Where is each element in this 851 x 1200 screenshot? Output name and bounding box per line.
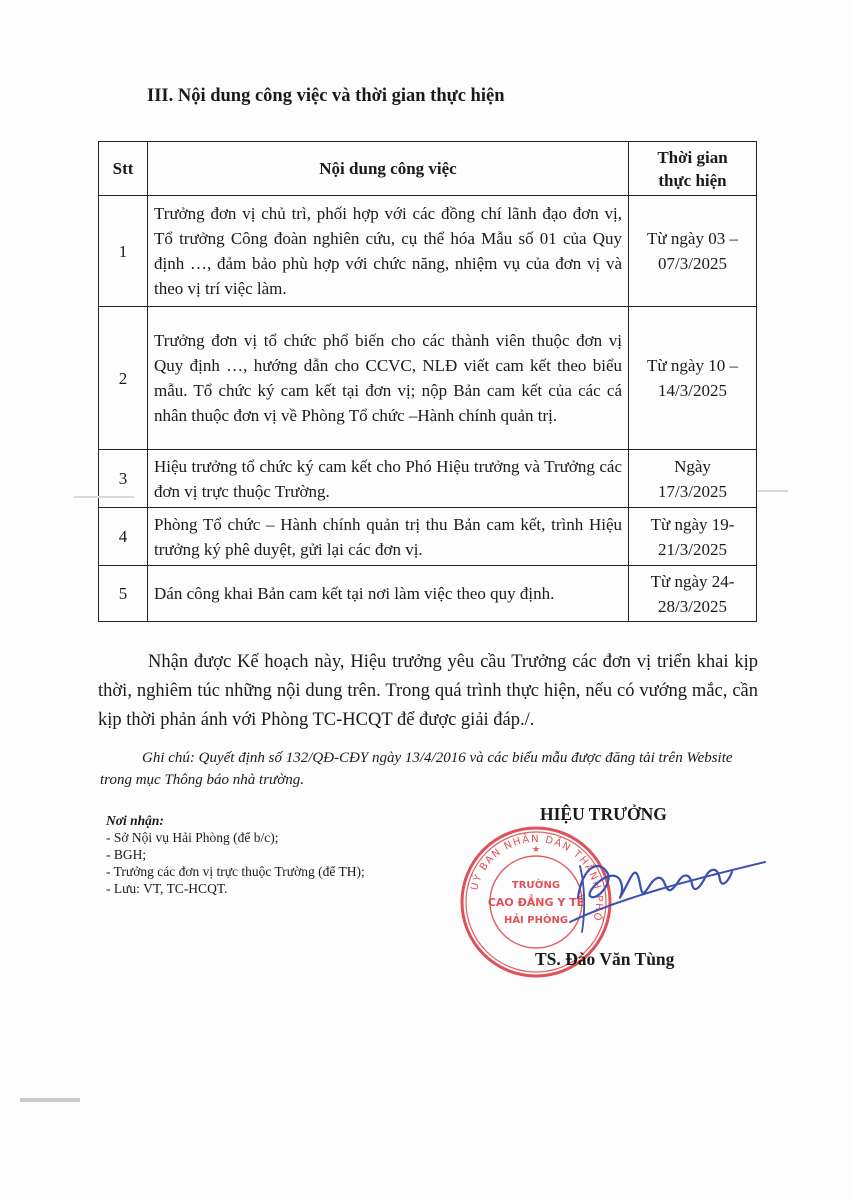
row-time <box>629 450 757 508</box>
table-header-row <box>99 142 757 196</box>
header-time <box>629 142 757 196</box>
signer-name: TS. Đào Văn Tùng <box>535 949 675 969</box>
recipient-item: - Sở Nội vụ Hải Phòng (để b/c); <box>106 830 279 845</box>
row-time-line2: 14/3/2025 <box>658 381 727 400</box>
table-row <box>99 566 757 622</box>
closing-paragraph: Nhận được Kế hoạch này, Hiệu trưởng yêu cầu Trưởng các đơn vị triển khai kịp thời, nghiêm túc những nội dung trên. Trong quá trình thực hiện, nếu có vướng mắc, cần kịp thời phản ánh với Phòng TC-HCQT để được giải đáp./. <box>98 652 758 730</box>
row-content: Hiệu trưởng tổ chức ký cam kết cho Phó Hiệu trưởng và Trưởng các đơn vị trực thuộc Trường. <box>148 450 629 508</box>
row-content: Dán công khai Bản cam kết tại nơi làm việc theo quy định. <box>148 566 629 622</box>
recipient-item: - BGH; <box>106 847 147 862</box>
row-time-line2: 07/3/2025 <box>658 254 727 273</box>
row-time <box>629 307 757 450</box>
row-stt: 2 <box>99 307 148 450</box>
row-time-line1: Từ ngày 19- <box>650 514 735 534</box>
row-time-line2: 28/3/2025 <box>658 596 727 616</box>
signature-title: HIỆU TRƯỞNG <box>540 804 667 824</box>
row-stt: 3 <box>99 450 148 508</box>
row-time-line1: Ngày <box>674 456 711 476</box>
row-stt: 1 <box>99 196 148 307</box>
row-time-line1: Từ ngày 24- <box>650 571 735 591</box>
recipient-item: - Lưu: VT, TC-HCQT. <box>106 881 228 896</box>
stamp-line2: CAO ĐẲNG Y TẾ <box>487 896 585 909</box>
row-time-line2: 17/3/2025 <box>658 481 727 501</box>
row-content: Trưởng đơn vị tổ chức phổ biến cho các thành viên thuộc đơn vị Quy định …, hướng dẫn cho CCVC, NLĐ viết cam kết theo biểu mẫu. Tổ chức ký cam kết tại đơn vị; nộp Bản cam kết của các cá nhân thuộc đơn vị về Phòng Tổ chức –Hành chính quản trị. <box>148 307 629 450</box>
row-time <box>629 196 757 307</box>
table-row <box>99 450 757 508</box>
row-time <box>629 508 757 566</box>
row-stt: 5 <box>99 566 148 622</box>
stamp-line1: TRƯỜNG <box>511 880 561 891</box>
row-time-line2: 21/3/2025 <box>658 539 727 559</box>
tasks-table <box>98 141 757 622</box>
header-time-line2: thực hiện <box>658 170 727 190</box>
recipient-item: - Trưởng các đơn vị trực thuộc Trường (để TH); <box>106 864 365 879</box>
scan-artifact <box>758 490 788 492</box>
scan-artifact <box>74 496 134 498</box>
table-row <box>99 508 757 566</box>
header-stt: Stt <box>99 142 148 196</box>
row-time-line1: Từ ngày 03 – <box>647 229 738 248</box>
stamp-line3: HẢI PHÒNG <box>503 915 569 926</box>
header-time-line1: Thời gian <box>657 147 728 167</box>
table-row <box>99 196 757 307</box>
table-row <box>99 307 757 450</box>
row-stt: 4 <box>99 508 148 566</box>
note: Ghi chú: Quyết định số 132/QĐ-CĐY ngày 13/4/2016 và các biểu mẫu được đăng tải trên Website trong mục Thông báo nhà trường. <box>100 750 733 788</box>
row-content: Trưởng đơn vị chủ trì, phối hợp với các đồng chí lãnh đạo đơn vị, Tổ trưởng Công đoàn nghiên cứu, cụ thể hóa Mẫu số 01 của Quy định …, đảm bảo phù hợp với chức năng, nhiệm vụ của đơn vị và theo vị trí việc làm. <box>148 196 629 307</box>
stamp-outer-text: UỶ BAN NHÂN DÂN THÀNH PHỐ <box>469 833 605 923</box>
row-time <box>629 566 757 622</box>
svg-text:★: ★ <box>531 844 541 854</box>
row-content: Phòng Tổ chức – Hành chính quản trị thu Bản cam kết, trình Hiệu trưởng ký phê duyệt, gửi lại các đơn vị. <box>148 508 629 566</box>
row-time-line1: Từ ngày 10 – <box>647 356 738 375</box>
handwritten-signature <box>560 836 770 956</box>
header-content: Nội dung công việc <box>148 142 629 196</box>
recipients-title: Nơi nhận: <box>106 813 164 828</box>
recipients-block <box>106 812 365 897</box>
section-title: III. Nội dung công việc và thời gian thực hiện <box>147 86 505 106</box>
scan-artifact <box>20 1098 80 1102</box>
